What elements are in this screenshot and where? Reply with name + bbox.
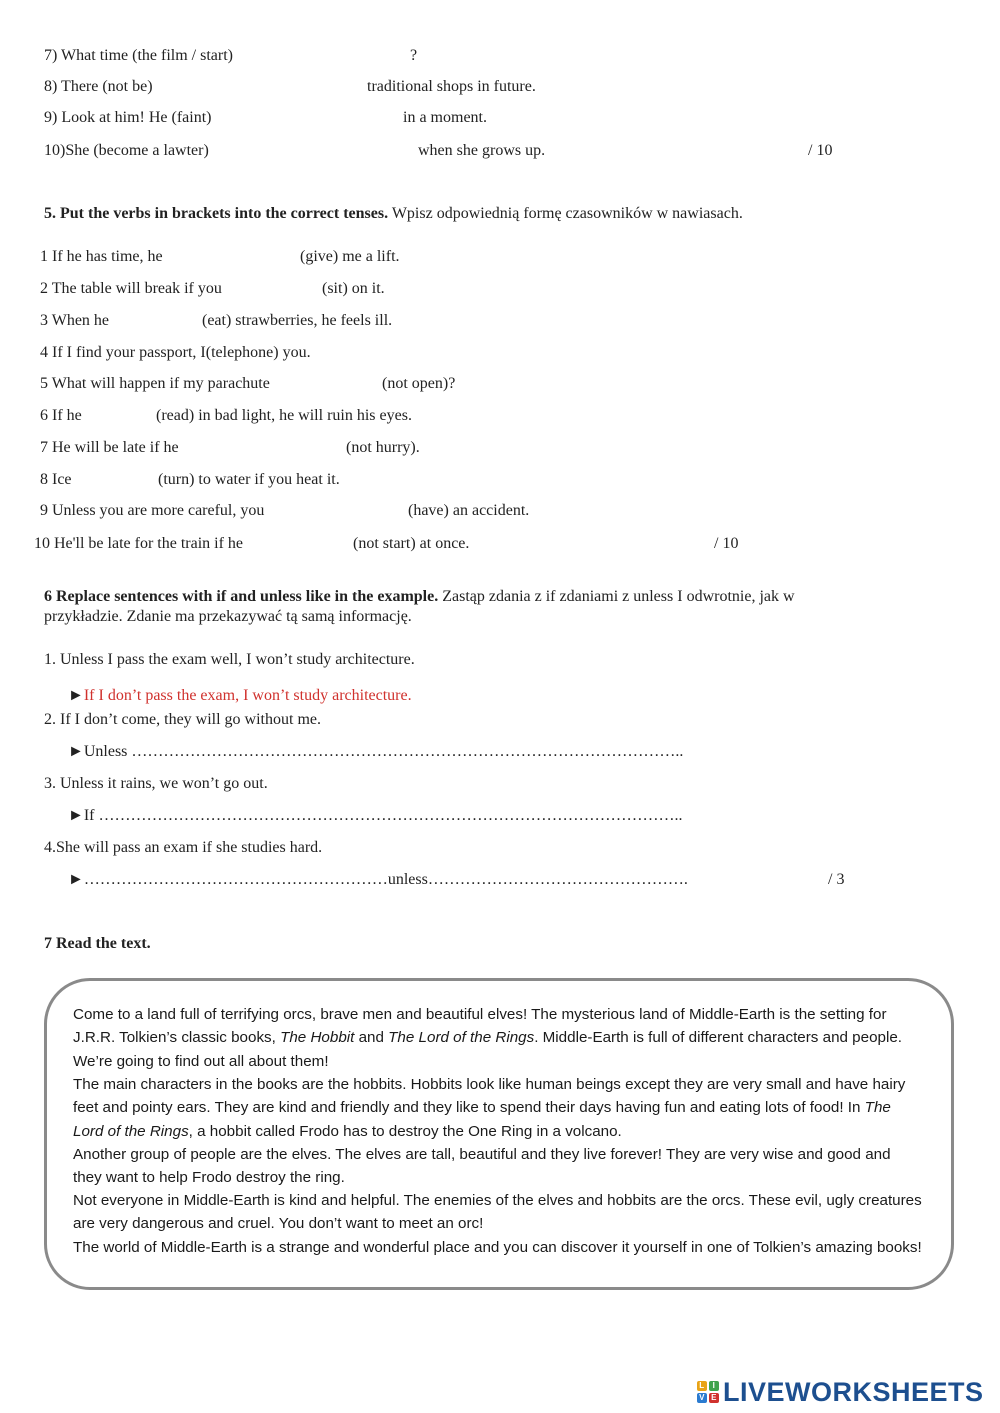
answer-input-5-7[interactable] xyxy=(206,438,346,458)
score-section4: / 10 xyxy=(808,142,833,159)
answer-input-5-8[interactable] xyxy=(86,470,160,490)
reading-paragraph-5: The world of Middle-Earth is a strange and wonderful place and you can discover it yourself in one of Tolkien’s amazing books! xyxy=(73,1239,922,1256)
answer-input-5-10[interactable] xyxy=(280,534,354,554)
section6-answer-line-2[interactable]: ►Unless ………………………………………………………………………………………….. xyxy=(68,743,684,760)
liveworksheets-logo: L I V E LIVEWORKSHEETS xyxy=(697,1377,984,1407)
answer-input-5-2[interactable] xyxy=(254,279,324,299)
reading-paragraph-3: Another group of people are the elves. The elves are tall, beautiful and they live forever! They are very wise and good and they want to help Frodo destroy the ring. xyxy=(73,1146,891,1187)
reading-paragraph-1: Come to a land full of terrifying orcs, brave men and beautiful elves! The mysterious land of Middle-Earth is the setting for J.R.R. Tolkien’s classic books, The Hobbit and The Lord of the Rings. Middle-Earth is full of different characters and people. We’re going to find out all about them! xyxy=(73,1006,903,1070)
section6-example-answer: ►If I don’t pass the exam, I won’t study architecture. xyxy=(68,687,412,704)
answer-input-5-5[interactable] xyxy=(308,374,382,394)
answer-input-5-1[interactable] xyxy=(188,247,302,267)
section6-answer-line-4[interactable]: ►…………………………………………………unless…………………………………………. xyxy=(68,871,688,888)
section7-heading: 7 Read the text. xyxy=(44,935,151,952)
reading-paragraph-4: Not everyone in Middle-Earth is kind and helpful. The enemies of the elves and hobbits are the orcs. These evil, ugly creatures are very dangerous and cruel. You don’t want to meet an orc! xyxy=(73,1192,922,1233)
section6-question-4: 4.She will pass an exam if she studies hard. xyxy=(44,839,323,856)
logo-mark-icon: L I V E xyxy=(697,1381,719,1403)
answer-input-4-7[interactable] xyxy=(274,46,408,66)
section6-heading: 6 Replace sentences with if and unless like in the example. Zastąp zdania z if zdaniami z unless I odwrotnie, jak w przykładzie. Zdanie ma przekazywać tą samą informację. xyxy=(44,588,795,625)
answer-input-5-3[interactable] xyxy=(126,311,202,331)
answer-input-4-8[interactable] xyxy=(194,77,363,97)
answer-input-4-9[interactable] xyxy=(244,108,398,128)
section5-heading: 5. Put the verbs in brackets into the correct tenses. Wpisz odpowiednią formę czasowników w nawiasach. xyxy=(44,205,743,222)
section6-answer-line-3[interactable]: ►If ……………………………………………………………………………………………….. xyxy=(68,807,683,824)
section6-question-2: 2. If I don’t come, they will go without me. xyxy=(44,711,321,728)
section6-question-3: 3. Unless it rains, we won’t go out. xyxy=(44,775,268,792)
answer-input-5-6[interactable] xyxy=(92,406,156,426)
section6-question-1: 1. Unless I pass the exam well, I won’t study architecture. xyxy=(44,651,415,668)
score-section5: / 10 xyxy=(714,535,739,552)
answer-input-4-10[interactable] xyxy=(244,141,413,161)
reading-paragraph-2: The main characters in the books are the hobbits. Hobbits look like human beings except they are very small and have hairy feet and pointy ears. They are kind and friendly and they like to spend their days having fun and eating lots of food! In The Lord of the Rings, a hobbit called Frodo has to destroy the One Ring in a volcano. xyxy=(73,1076,906,1140)
answer-input-5-9[interactable] xyxy=(308,501,408,521)
reading-text-box xyxy=(44,978,954,1290)
score-section6: / 3 xyxy=(828,871,845,888)
arrow-icon: ► xyxy=(68,687,84,704)
